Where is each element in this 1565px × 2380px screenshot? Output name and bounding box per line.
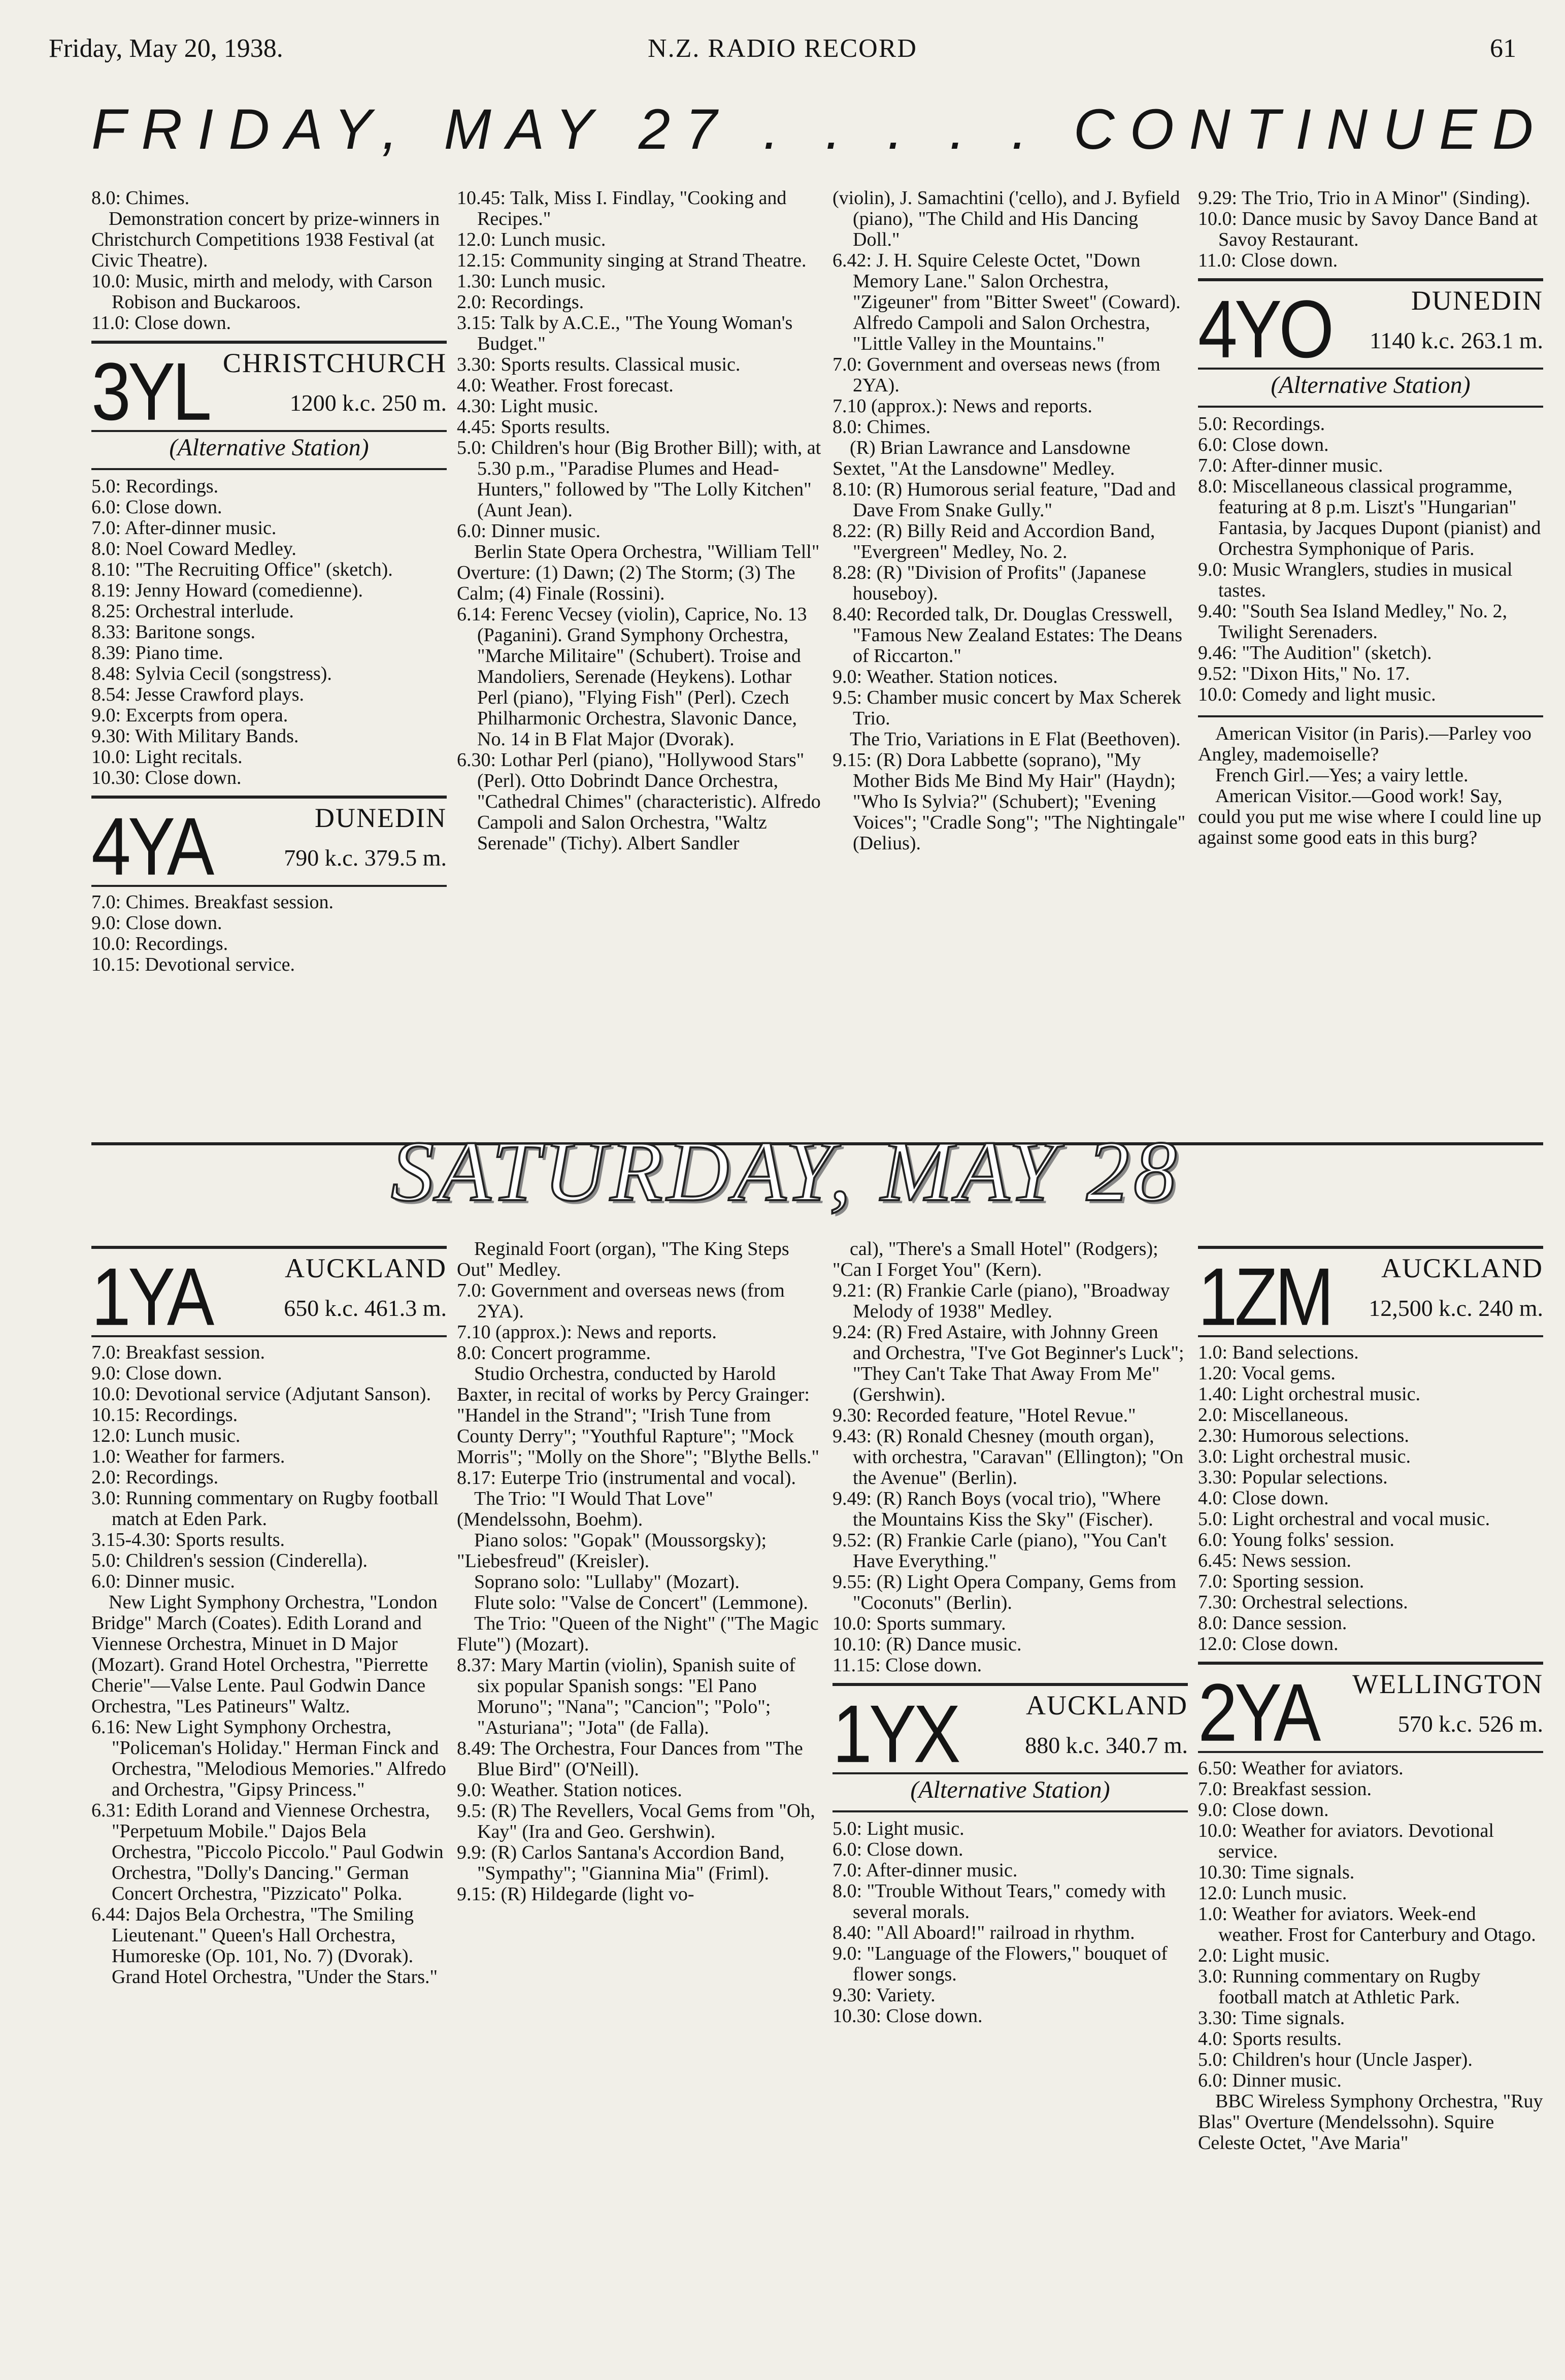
listing-entry: 6.42: J. H. Squire Celeste Octet, "Down Memory Lane." Salon Orchestra, "Zigeuner" from "Bitter Sweet" (Coward). Alfredo Campoli and Salon Orchestra, "Little Valley in the Mountains." <box>833 250 1181 354</box>
listing-entry: 9.5: (R) The Revellers, Vocal Gems from "Oh, Kay" (Ira and Geo. Gershwin). <box>457 1800 815 1842</box>
listing-entry: Demonstration concert by prize-winners in Christchurch Competitions 1938 Festival (at Civic Theatre). <box>91 208 440 271</box>
listing-entry: 12.15: Community singing at Strand Theatre. <box>457 250 807 271</box>
listing-entry: 8.0: "Trouble Without Tears," comedy with several morals. <box>833 1880 1166 1923</box>
listing-entry: 6.0: Dinner music. <box>457 520 601 542</box>
listing-entry: 5.0: Recordings. <box>91 476 219 497</box>
listing-entry: 8.19: Jenny Howard (comedienne). <box>91 580 363 601</box>
station-1ya-header <box>91 1246 447 1343</box>
friday-4yo-schedule <box>1198 414 1543 705</box>
station-call-sign: 1ZM <box>1198 1250 1331 1343</box>
listing-entry: 7.0: After-dinner music. <box>1198 455 1383 476</box>
listing-entry: 8.40: Recorded talk, Dr. Douglas Cresswell, "Famous New Zealand Estates: The Deans of Riccarton." <box>833 604 1183 667</box>
listing-entry: 7.0: Government and overseas news (from 2YA). <box>457 1280 785 1322</box>
saturday-column-3 <box>833 1239 1188 2356</box>
listing-entry: 11.0: Close down. <box>91 312 231 334</box>
listing-entry: 3.15: Talk by A.C.E., "The Young Woman's Budget." <box>457 312 793 354</box>
listing-entry: 9.30: Recorded feature, "Hotel Revue." <box>833 1405 1136 1426</box>
listing-entry: 5.0: Light music. <box>833 1818 964 1839</box>
listing-entry: 8.40: "All Aboard!" railroad in rhythm. <box>833 1922 1135 1943</box>
listing-entry: 5.0: Light orchestral and vocal music. <box>1198 1508 1490 1530</box>
listing-entry: 10.0: Light recitals. <box>91 746 243 768</box>
listing-entry: 11.0: Close down. <box>1198 250 1338 271</box>
station-2ya-header <box>1198 1662 1543 1759</box>
friday-column-4 <box>1198 188 1543 1137</box>
listing-entry: 2.0: Light music. <box>1198 1945 1330 1966</box>
listing-entry: 12.0: Lunch music. <box>457 229 606 250</box>
station-city: DUNEDIN <box>315 803 447 833</box>
listing-entry: 8.33: Baritone songs. <box>91 621 255 643</box>
listing-entry: (R) Brian Lawrance and Lansdowne Sextet, "At the Lansdowne" Medley. <box>833 437 1130 479</box>
station-1zm-header <box>1198 1246 1543 1343</box>
listing-entry: 10.0: Recordings. <box>91 933 228 954</box>
listing-entry: 8.0: Miscellaneous classical programme, featuring at 8 p.m. Liszt's "Hungarian" Fantasia, by Jacques Dupont (pianist) and Orchestra Symphonique of Paris. <box>1198 476 1541 559</box>
listing-entry: Soprano solo: "Lullaby" (Mozart). <box>474 1571 740 1593</box>
listing-entry: 9.0: Close down. <box>1198 1799 1329 1821</box>
station-4ya-header <box>91 796 447 892</box>
listing-entry: The Trio: "I Would That Love" (Mendelssohn, Boehm). <box>457 1488 713 1530</box>
listing-entry: 5.0: Children's hour (Big Brother Bill); with, at 5.30 p.m., "Paradise Plumes and Head-Hunters," followed by "The Lolly Kitchen" (Aunt Jean). <box>457 437 821 521</box>
listing-entry: 9.0: Close down. <box>91 1363 222 1384</box>
listing-entry: 5.0: Recordings. <box>1198 413 1325 435</box>
listing-entry: 10.15: Devotional service. <box>91 954 295 975</box>
listing-entry: 12.0: Lunch music. <box>91 1425 241 1446</box>
listing-entry: 9.30: Variety. <box>833 1985 936 2006</box>
listing-entry: 9.0: Music Wranglers, studies in musical tastes. <box>1198 559 1513 601</box>
listing-entry: 7.30: Orchestral selections. <box>1198 1592 1408 1613</box>
listing-entry: 1.0: Weather for farmers. <box>91 1446 285 1467</box>
listing-entry: 10.15: Recordings. <box>91 1404 238 1426</box>
listing-entry: 10.30: Close down. <box>91 767 242 788</box>
listing-entry: Flute solo: "Valse de Concert" (Lemmone). <box>474 1592 808 1613</box>
listing-entry: 9.29: The Trio, Trio in A Minor" (Sinding). <box>1198 188 1530 209</box>
listing-entry: 4.45: Sports results. <box>457 416 610 438</box>
listing-entry: (violin), J. Samachtini ('cello), and J. Byfield (piano), "The Child and His Dancing Doll." <box>833 188 1180 250</box>
listing-entry: 6.45: News session. <box>1198 1550 1351 1571</box>
listing-entry: 8.37: Mary Martin (violin), Spanish suite of six popular Spanish songs: "El Pano Moruno"; "Nana"; "Cancion"; "Polo"; "Asturiana"; "Jota" (de Falla). <box>457 1655 796 1738</box>
listing-entry: BBC Wireless Symphony Orchestra, "Ruy Blas" Overture (Mendelssohn). Squire Celeste Octet, "Ave Maria" <box>1198 2091 1543 2154</box>
friday-4ya-late <box>1198 188 1543 271</box>
listing-entry: 10.0: Weather for aviators. Devotional service. <box>1198 1820 1494 1862</box>
listing-entry: 2.0: Recordings. <box>91 1467 219 1488</box>
listing-entry: 7.0: Sporting session. <box>1198 1571 1364 1592</box>
listing-entry: 1.0: Weather for aviators. Week-end weather. Frost for Canterbury and Otago. <box>1198 1903 1536 1945</box>
listing-entry: 1.0: Band selections. <box>1198 1342 1359 1363</box>
saturday-2ya-schedule <box>1198 1758 1543 2154</box>
station-4yo-header <box>1198 278 1543 375</box>
listing-entry: 9.55: (R) Light Opera Company, Gems from "Coconuts" (Berlin). <box>833 1571 1177 1613</box>
listing-entry: 8.22: (R) Billy Reid and Accordion Band, "Evergreen" Medley, No. 2. <box>833 520 1155 563</box>
friday-3ya-continued <box>91 188 447 334</box>
listing-entry: 9.30: With Military Bands. <box>91 725 299 747</box>
station-3yl-header <box>91 341 447 438</box>
alternative-station-label: (Alternative Station) <box>1271 372 1471 399</box>
listing-entry: The Trio, Variations in E Flat (Beethoven). <box>850 729 1181 750</box>
listing-entry: 6.0: Dinner music. <box>91 1571 235 1592</box>
listing-entry: 9.52: (R) Frankie Carle (piano), "You Can't Have Everything." <box>833 1530 1167 1572</box>
listing-entry: 9.15: (R) Hildegarde (light vo- <box>457 1883 694 1905</box>
listing-entry: 8.0: Chimes. <box>833 416 931 438</box>
listing-entry: 7.10 (approx.): News and reports. <box>457 1321 717 1343</box>
listing-entry: 9.9: (R) Carlos Santana's Accordion Band, "Sympathy"; "Giannina Mia" (Friml). <box>457 1842 785 1884</box>
listing-entry: Berlin State Opera Orchestra, "William Tell" Overture: (1) Dawn; (2) The Storm; (3) The Calm; (4) Finale (Rossini). <box>457 541 820 604</box>
friday-column-1 <box>91 188 447 1137</box>
listing-entry: 8.25: Orchestral interlude. <box>91 601 294 622</box>
listing-entry: 8.0: Dance session. <box>1198 1612 1347 1634</box>
listing-entry: 9.0: "Language of the Flowers," bouquet of flower songs. <box>833 1943 1168 1985</box>
listing-entry: 8.17: Euterpe Trio (instrumental and vocal). <box>457 1467 796 1489</box>
saturday-1zm-schedule <box>1198 1342 1543 1655</box>
saturday-banner: SATURDAY, MAY 28 <box>391 1123 1181 1219</box>
listing-entry: Piano solos: "Gopak" (Moussorgsky); "Liebesfreud" (Kreisler). <box>457 1530 767 1572</box>
saturday-column-2 <box>457 1239 822 2356</box>
listing-entry: 7.0: After-dinner music. <box>91 517 277 539</box>
station-frequency: 880 k.c. 340.7 m. <box>1025 1732 1188 1758</box>
listing-entry: French Girl.—Yes; a vairy lettle. <box>1215 765 1469 786</box>
listing-entry: 12.0: Lunch music. <box>1198 1882 1347 1904</box>
listing-entry: 10.30: Time signals. <box>1198 1862 1355 1883</box>
listing-entry: 10.0: Dance music by Savoy Dance Band at Savoy Restaurant. <box>1198 208 1538 250</box>
listing-entry: 9.15: (R) Dora Labbette (soprano), "My Mother Bids Me Bind My Hair" (Haydn); "Who Is Sylvia?" (Schubert); "Evening Voices"; "Cradle Song"; "The Nightingale" (Delius). <box>833 749 1186 854</box>
listing-entry: 7.0: Chimes. Breakfast session. <box>91 891 334 913</box>
station-frequency: 650 k.c. 461.3 m. <box>284 1295 447 1321</box>
listing-entry: 8.0: Concert programme. <box>457 1342 651 1364</box>
listing-entry: 3.0: Running commentary on Rugby football match at Athletic Park. <box>1198 1966 1481 2008</box>
listing-entry: 5.0: Children's session (Cinderella). <box>91 1550 368 1571</box>
saturday-column-1 <box>91 1239 447 2356</box>
listing-entry: New Light Symphony Orchestra, "London Bridge" March (Coates). Edith Lorand and Viennese Orchestra, Minuet in D Major (Mozart). Grand Hotel Orchestra, "Pierrette Cherie"—Valse Lente. Paul Godwin Dance Orchestra, "Les Patineurs" Waltz. <box>91 1592 438 1717</box>
saturday-column-4 <box>1198 1239 1543 2356</box>
listing-entry: 6.0: Young folks' session. <box>1198 1529 1394 1550</box>
station-city: WELLINGTON <box>1352 1669 1543 1699</box>
station-call-sign: 1YA <box>91 1250 212 1343</box>
listing-entry: 10.0: Music, mirth and melody, with Carson Robison and Buckaroos. <box>91 271 432 313</box>
listing-entry: 7.0: After-dinner music. <box>833 1860 1018 1881</box>
listing-entry: 9.40: "South Sea Island Medley," No. 2, Twilight Serenaders. <box>1198 601 1508 643</box>
listing-entry: 3.30: Time signals. <box>1198 2007 1345 2029</box>
station-frequency: 790 k.c. 379.5 m. <box>284 845 447 871</box>
listing-entry: 9.43: (R) Ronald Chesney (mouth organ), with orchestra, "Caravan" (Ellington); "On the Avenue" (Berlin). <box>833 1426 1184 1489</box>
listing-entry: 4.0: Sports results. <box>1198 2028 1342 2050</box>
listing-entry: 9.24: (R) Fred Astaire, with Johnny Green and Orchestra, "I've Got Beginner's Luck"; "They Can't Take That Away From Me" (Gershwin). <box>833 1321 1184 1405</box>
station-city: AUCKLAND <box>285 1253 447 1283</box>
listing-entry: 9.21: (R) Frankie Carle (piano), "Broadway Melody of 1938" Medley. <box>833 1280 1170 1322</box>
station-city: AUCKLAND <box>1381 1253 1543 1283</box>
listing-entry: 6.14: Ferenc Vecsey (violin), Caprice, No. 13 (Paganini). Grand Symphony Orchestra, "Marche Militaire" (Schubert). Troise and Mandoliers, Serenade (Heykens). Lothar Perl (piano), "Flying Fish" (Perl). Czech Philharmonic Orchestra, Slavonic Dance, No. 14 in B Flat Major (Dvorak). <box>457 604 807 750</box>
listing-entry: American Visitor (in Paris).—Parley voo Angley, mademoiselle? <box>1198 723 1531 765</box>
listing-entry: 7.10 (approx.): News and reports. <box>833 395 1092 417</box>
listing-entry: 4.30: Light music. <box>457 395 598 417</box>
listing-entry: 4.0: Weather. Frost forecast. <box>457 375 674 396</box>
listing-entry: 6.31: Edith Lorand and Viennese Orchestra, "Perpetuum Mobile." Dajos Bela Orchestra, "Piccolo Piccolo." Paul Godwin Orchestra, "Dolly's Dancing." German Concert Orchestra, "Pizzicato" Polka. <box>91 1800 444 1904</box>
saturday-1ya-late <box>833 1239 1188 1676</box>
friday-4ya-schedule <box>91 892 447 975</box>
listing-entry: 7.0: Breakfast session. <box>91 1342 265 1363</box>
listing-entry: 7.0: Government and overseas news (from 2YA). <box>833 354 1160 396</box>
friday-4ya-continued <box>457 188 822 854</box>
listing-entry: 2.30: Humorous selections. <box>1198 1425 1409 1446</box>
station-city: DUNEDIN <box>1411 285 1543 316</box>
listing-entry: 6.0: Close down. <box>833 1839 963 1860</box>
listing-entry: 6.30: Lothar Perl (piano), "Hollywood Stars" (Perl). Otto Dobrindt Dance Orchestra, "Cathedral Chimes" (characteristic). Alfredo Campoli and Salon Orchestra, "Waltz Serenade" (Tichy). Albert Sandler <box>457 749 821 854</box>
station-call-sign: 3YL <box>91 345 209 438</box>
saturday-1ya-evening <box>457 1239 822 1905</box>
station-frequency: 1140 k.c. 263.1 m. <box>1370 327 1543 353</box>
listing-entry: 3.0: Running commentary on Rugby football match at Eden Park. <box>91 1487 439 1530</box>
friday-4ya-evening <box>833 188 1188 854</box>
listing-entry: 12.0: Close down. <box>1198 1633 1339 1655</box>
listing-entry: 3.30: Sports results. Classical music. <box>457 354 741 375</box>
listing-entry: 8.54: Jesse Crawford plays. <box>91 684 304 705</box>
station-call-sign: 4YA <box>91 800 212 892</box>
page-header <box>49 34 1516 64</box>
listing-entry: 8.39: Piano time. <box>91 642 223 664</box>
station-city: CHRISTCHURCH <box>222 348 447 378</box>
alternative-station-label: (Alternative Station) <box>910 1776 1110 1803</box>
listing-entry: 9.52: "Dixon Hits," No. 17. <box>1198 663 1410 684</box>
station-city: AUCKLAND <box>1026 1690 1188 1721</box>
listing-entry: 9.46: "The Audition" (sketch). <box>1198 642 1432 664</box>
listing-entry: 3.30: Popular selections. <box>1198 1467 1388 1488</box>
saturday-1yx-schedule <box>833 1819 1188 2027</box>
station-call-sign: 1YX <box>833 1688 958 1780</box>
listing-entry: 9.5: Chamber music concert by Max Scherek Trio. <box>833 687 1181 729</box>
listing-entry: 1.30: Lunch music. <box>457 271 606 292</box>
friday-column-2 <box>457 188 822 1137</box>
listing-entry: 10.30: Close down. <box>833 2005 983 2027</box>
listing-entry: 9.0: Excerpts from opera. <box>91 705 288 726</box>
listing-entry: 2.0: Miscellaneous. <box>1198 1404 1349 1426</box>
station-call-sign: 4YO <box>1198 283 1331 375</box>
listing-entry: cal), "There's a Small Hotel" (Rodgers); "Can I Forget You" (Kern). <box>833 1239 1158 1280</box>
listing-entry: 8.10: (R) Humorous serial feature, "Dad and Dave From Snake Gully." <box>833 479 1176 521</box>
listing-entry: 4.0: Close down. <box>1198 1487 1329 1509</box>
listing-entry: 9.49: (R) Ranch Boys (vocal trio), "Where the Mountains Kiss the Sky" (Fischer). <box>833 1488 1161 1530</box>
listing-entry: Reginald Foort (organ), "The King Steps Out" Medley. <box>457 1239 789 1280</box>
station-1yx-header <box>833 1683 1188 1780</box>
listing-entry: 3.0: Light orchestral music. <box>1198 1446 1411 1467</box>
listing-entry: 9.0: Weather. Station notices. <box>457 1779 682 1801</box>
friday-column-3 <box>833 188 1188 1137</box>
listing-entry: 6.0: Dinner music. <box>1198 2070 1342 2091</box>
friday-3yl-schedule <box>91 476 447 788</box>
listing-entry: 5.0: Children's hour (Uncle Jasper). <box>1198 2049 1473 2070</box>
listing-entry: 6.50: Weather for aviators. <box>1198 1758 1404 1779</box>
listing-entry: 6.16: New Light Symphony Orchestra, "Policeman's Holiday." Herman Finck and Orchestra, "Melodious Memories." Alfredo and Orchestra, "Gipsy Princess." <box>91 1716 446 1800</box>
saturday-1ya-schedule <box>91 1342 447 1988</box>
listing-entry: The Trio: "Queen of the Night" ("The Magic Flute") (Mozart). <box>457 1613 819 1655</box>
listing-entry: 3.15-4.30: Sports results. <box>91 1529 285 1550</box>
listing-entry: 9.0: Weather. Station notices. <box>833 666 1058 687</box>
listing-entry: 8.0: Chimes. <box>91 188 190 209</box>
listing-entry: 10.0: Comedy and light music. <box>1198 684 1436 705</box>
publication-title: N.Z. RADIO RECORD <box>648 34 917 63</box>
listing-entry: 1.20: Vocal gems. <box>1198 1363 1336 1384</box>
listing-entry: 10.0: Devotional service (Adjutant Sanson). <box>91 1383 431 1405</box>
station-call-sign: 2YA <box>1198 1666 1318 1759</box>
joke-american-visitor <box>1198 723 1543 848</box>
listing-entry: 9.0: Close down. <box>91 912 222 934</box>
listing-entry: Studio Orchestra, conducted by Harold Baxter, in recital of works by Percy Grainger: "Handel in the Strand"; "Irish Tune from County Derry"; "Youthful Rapture"; "Mock Morris"; "Molly on the Shore"; "Blythe Bells." <box>457 1363 820 1468</box>
alternative-station-label: (Alternative Station) <box>169 434 369 461</box>
listing-entry: 8.10: "The Recruiting Office" (sketch). <box>91 559 393 580</box>
listing-entry: 7.0: Breakfast session. <box>1198 1778 1372 1800</box>
station-frequency: 1200 k.c. 250 m. <box>289 390 447 416</box>
listing-entry: 2.0: Recordings. <box>457 291 584 313</box>
issue-date: Friday, May 20, 1938. <box>49 34 283 63</box>
listing-entry: 8.28: (R) "Division of Profits" (Japanese houseboy). <box>833 562 1146 604</box>
listing-entry: 1.40: Light orchestral music. <box>1198 1383 1420 1405</box>
listing-entry: 8.48: Sylvia Cecil (songstress). <box>91 663 332 684</box>
listing-entry: 6.0: Close down. <box>1198 434 1329 455</box>
listing-entry: 8.49: The Orchestra, Four Dances from "The Blue Bird" (O'Neill). <box>457 1738 803 1780</box>
friday-banner: FRIDAY, MAY 27 . . . . . CONTINUED <box>91 97 1549 161</box>
listing-entry: American Visitor.—Good work! Say, could you put me wise where I could line up against some good eats in this burg? <box>1198 785 1542 848</box>
listing-entry: 10.45: Talk, Miss I. Findlay, "Cooking and Recipes." <box>457 188 787 229</box>
listing-entry: 10.10: (R) Dance music. <box>833 1634 1022 1655</box>
listing-entry: 11.15: Close down. <box>833 1655 982 1676</box>
listing-entry: 6.44: Dajos Bela Orchestra, "The Smiling Lieutenant." Queen's Hall Orchestra, Humoreske (Op. 101, No. 7) (Dvorak). Grand Hotel Orchestra, "Under the Stars." <box>91 1904 438 1988</box>
listing-entry: 10.0: Sports summary. <box>833 1613 1006 1634</box>
station-frequency: 12,500 k.c. 240 m. <box>1369 1295 1543 1321</box>
page-number: 61 <box>1490 34 1516 63</box>
station-frequency: 570 k.c. 526 m. <box>1397 1711 1543 1737</box>
listing-entry: 8.0: Noel Coward Medley. <box>91 538 296 559</box>
listing-entry: 6.0: Close down. <box>91 497 222 518</box>
